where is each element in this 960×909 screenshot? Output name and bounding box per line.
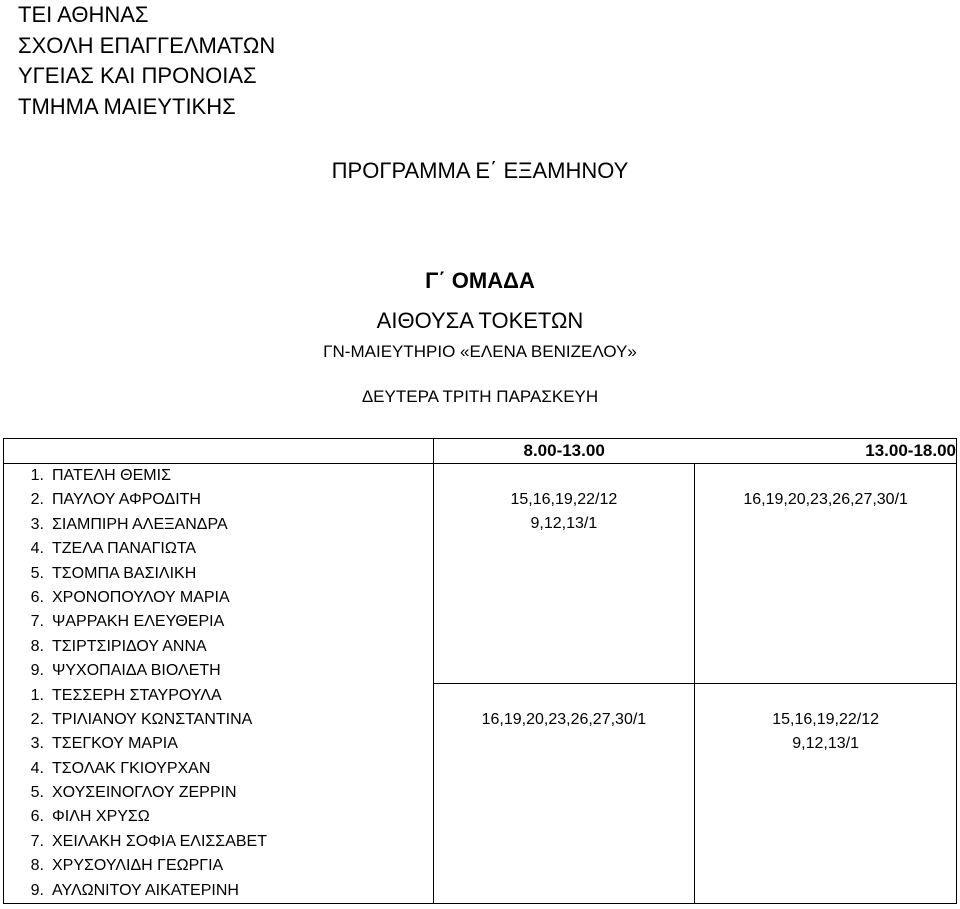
list-item: 1. ΤΕΣΣΕΡΗ ΣΤΑΥΡΟΥΛΑ <box>30 686 222 704</box>
time-header-morning: 8.00-13.00 <box>433 439 695 464</box>
program-title <box>0 158 960 184</box>
table-header-row <box>4 439 957 464</box>
time-header-afternoon: 13.00-18.00 <box>695 439 957 464</box>
program-title-text: ΠΡΟΓΡΑΜΜΑ Ε΄ ΕΞΑΜΗΝΟΥ <box>331 158 629 183</box>
list-item: 6. ΦΙΛΗ ΧΡΥΣΩ <box>30 808 150 826</box>
group-title: Γ΄ ΟΜΑΔΑ <box>425 268 535 293</box>
list-item: 2. ΤΡΙΛΙΑΝΟΥ ΚΩΝΣΤΑΝΤΙΝΑ <box>30 710 253 728</box>
group2-morning-dates <box>433 684 695 904</box>
weekdays: ΔΕΥΤΕΡΑ ΤΡΙΤΗ ΠΑΡΑΣΚΕΥΗ <box>361 387 599 406</box>
header-line-university: ΤΕΙ ΑΘΗΝΑΣ <box>18 2 149 27</box>
student-list <box>4 464 433 903</box>
list-item: 8. ΤΣΙΡΤΣΙΡΙΔΟΥ ΑΝΝΑ <box>30 637 207 655</box>
students-cell <box>4 464 434 904</box>
list-item: 9. ΨΥΧΟΠΑΙΔΑ ΒΙΟΛΕΤΗ <box>30 662 221 680</box>
header-blank-cell <box>4 439 434 464</box>
date-line: 9,12,13/1 <box>792 735 859 753</box>
list-item: 8. ΧΡΥΣΟΥΛΙΔΗ ΓΕΩΡΓΙΑ <box>30 857 224 875</box>
list-item: 5. ΧΟΥΣΕΙΝΟΓΛΟΥ ΖΕΡΡΙΝ <box>30 784 237 802</box>
group1-afternoon-dates <box>695 464 957 684</box>
list-item: 7. ΨΑΡΡΑΚΗ ΕΛΕΥΘΕΡΙΑ <box>30 613 225 631</box>
list-item: 1. ΠΑΤΕΛΗ ΘΕΜΙΣ <box>30 467 171 484</box>
group2-afternoon-dates <box>695 684 957 904</box>
list-item: 4. ΤΣΟΛΑΚ ΓΚΙΟΥΡΧΑΝ <box>30 759 211 777</box>
list-item: 6. ΧΡΟΝΟΠΟΥΛΟΥ ΜΑΡΙΑ <box>30 588 230 606</box>
list-item: 9. ΑΥΛΩΝΙΤΟΥ ΑΙΚΑΤΕΡΙΝΗ <box>30 881 239 899</box>
list-item: 4. ΤΖΕΛΑ ΠΑΝΑΓΙΩΤΑ <box>30 540 197 558</box>
header-line-department: ΤΜΗΜΑ ΜΑΙΕΥΤΙΚΗΣ <box>18 93 236 119</box>
list-item: 2. ΠΑΥΛΟΥ ΑΦΡΟΔΙΤΗ <box>30 491 201 509</box>
date-line: 16,19,20,23,26,27,30/1 <box>481 711 647 729</box>
list-item: 5. ΤΣΟΜΠΑ ΒΑΣΙΛΙΚΗ <box>30 564 197 582</box>
group1-morning-dates <box>433 464 695 684</box>
header-line-school-sub: ΥΓΕΙΑΣ ΚΑΙ ΠΡΟΝΟΙΑΣ <box>18 63 257 88</box>
list-item: 7. ΧΕΙΛΑΚΗ ΣΟΦΙΑ ΕΛΙΣΣΑΒΕΤ <box>30 832 267 850</box>
date-line: 15,16,19,22/12 <box>772 711 879 729</box>
list-item: 3. ΤΣΕΓΚΟΥ ΜΑΡΙΑ <box>30 735 178 753</box>
hospital-name: ΓΝ-ΜΑΙΕΥΤΗΡΙΟ «ΕΛΕΝΑ ΒΕΝΙΖΕΛΟΥ» <box>323 342 637 361</box>
date-line: 9,12,13/1 <box>530 515 598 532</box>
table-row <box>4 464 957 684</box>
list-item: 3. ΣΙΑΜΠΙΡΗ ΑΛΕΞΑΝΔΡΑ <box>30 515 228 533</box>
institution-header <box>18 0 275 122</box>
date-line: 16,19,20,23,26,27,30/1 <box>743 491 908 508</box>
header-line-school: ΣΧΟΛΗ ΕΠΑΓΓΕΛΜΑΤΩΝ <box>18 32 276 58</box>
schedule-table <box>3 438 957 904</box>
date-line: 15,16,19,22/12 <box>510 491 618 508</box>
room-name: ΑΙΘΟΥΣΑ ΤΟΚΕΤΩΝ <box>376 308 584 333</box>
